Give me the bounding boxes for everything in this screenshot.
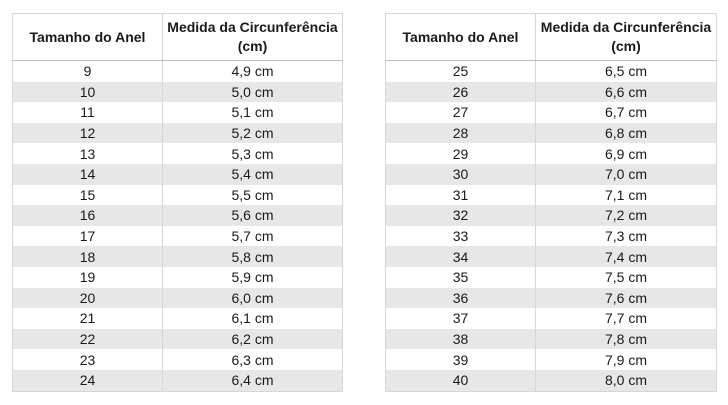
ring-size-cell: 24 [13,370,163,391]
circumference-cell: 5,9 cm [163,267,343,288]
table-row [386,370,717,391]
ring-size-cell: 22 [13,329,163,350]
table-row [386,288,717,309]
ring-size-cell: 11 [13,102,163,123]
table-row [386,82,717,103]
table-row [386,143,717,164]
circumference-cell: 5,8 cm [163,246,343,267]
table-row [386,61,717,82]
ring-size-cell: 28 [386,123,536,144]
table-row [13,143,343,164]
circumference-cell: 5,7 cm [163,226,343,247]
circumference-cell: 7,3 cm [536,226,717,247]
circumference-cell: 6,5 cm [536,61,717,82]
ring-size-table-left [12,13,343,392]
table-row [13,226,343,247]
table-row [386,349,717,370]
ring-size-cell: 26 [386,82,536,103]
circumference-cell: 6,9 cm [536,143,717,164]
header-circumference: Medida da Circunferência (cm) [163,14,343,61]
ring-size-cell: 36 [386,288,536,309]
ring-size-cell: 15 [13,185,163,206]
table-row [13,82,343,103]
circumference-cell: 6,1 cm [163,308,343,329]
table-row [13,370,343,391]
circumference-cell: 6,6 cm [536,82,717,103]
ring-size-cell: 12 [13,123,163,144]
table-row [13,349,343,370]
table-row [13,205,343,226]
ring-size-cell: 9 [13,61,163,82]
circumference-cell: 5,2 cm [163,123,343,144]
circumference-cell: 6,8 cm [536,123,717,144]
circumference-cell: 8,0 cm [536,370,717,391]
ring-size-cell: 13 [13,143,163,164]
header-ring-size: Tamanho do Anel [13,14,163,61]
circumference-cell: 5,1 cm [163,102,343,123]
circumference-cell: 6,2 cm [163,329,343,350]
circumference-cell: 7,1 cm [536,185,717,206]
ring-size-cell: 35 [386,267,536,288]
circumference-cell: 5,4 cm [163,164,343,185]
table-row [386,246,717,267]
ring-size-cell: 20 [13,288,163,309]
ring-size-cell: 19 [13,267,163,288]
table-row [13,267,343,288]
table-row [386,185,717,206]
circumference-cell: 5,3 cm [163,143,343,164]
table-row [386,308,717,329]
ring-size-cell: 32 [386,205,536,226]
ring-size-cell: 16 [13,205,163,226]
circumference-cell: 7,8 cm [536,329,717,350]
ring-size-cell: 29 [386,143,536,164]
circumference-cell: 6,4 cm [163,370,343,391]
table-row [13,246,343,267]
ring-size-cell: 33 [386,226,536,247]
circumference-cell: 7,2 cm [536,205,717,226]
table-row [386,164,717,185]
circumference-cell: 7,7 cm [536,308,717,329]
circumference-cell: 7,5 cm [536,267,717,288]
ring-size-cell: 17 [13,226,163,247]
circumference-cell: 6,7 cm [536,102,717,123]
table-row [386,267,717,288]
circumference-cell: 6,0 cm [163,288,343,309]
circumference-cell: 5,0 cm [163,82,343,103]
circumference-cell: 7,4 cm [536,246,717,267]
circumference-cell: 5,6 cm [163,205,343,226]
circumference-cell: 7,0 cm [536,164,717,185]
circumference-cell: 7,9 cm [536,349,717,370]
circumference-cell: 7,6 cm [536,288,717,309]
ring-size-cell: 37 [386,308,536,329]
ring-size-cell: 10 [13,82,163,103]
table-header-row [386,14,717,61]
circumference-cell: 4,9 cm [163,61,343,82]
table-row [386,123,717,144]
table-row [13,102,343,123]
ring-size-cell: 39 [386,349,536,370]
table-header-row [13,14,343,61]
table-body [13,61,343,392]
circumference-cell: 6,3 cm [163,349,343,370]
header-circumference: Medida da Circunferência (cm) [536,14,717,61]
ring-size-cell: 30 [386,164,536,185]
table-row [13,123,343,144]
ring-size-cell: 40 [386,370,536,391]
table-row [13,164,343,185]
ring-size-cell: 23 [13,349,163,370]
table-row [13,288,343,309]
table-row [386,226,717,247]
table-row [13,61,343,82]
table-row [13,329,343,350]
table-row [13,308,343,329]
ring-size-cell: 25 [386,61,536,82]
ring-size-cell: 27 [386,102,536,123]
ring-size-cell: 18 [13,246,163,267]
ring-size-cell: 38 [386,329,536,350]
circumference-cell: 5,5 cm [163,185,343,206]
table-row [386,205,717,226]
table-row [386,102,717,123]
ring-size-cell: 14 [13,164,163,185]
table-row [386,329,717,350]
table-row [13,185,343,206]
ring-size-cell: 21 [13,308,163,329]
ring-size-table-right [385,13,717,392]
ring-size-cell: 34 [386,246,536,267]
table-body [386,61,717,392]
ring-size-cell: 31 [386,185,536,206]
header-ring-size: Tamanho do Anel [386,14,536,61]
